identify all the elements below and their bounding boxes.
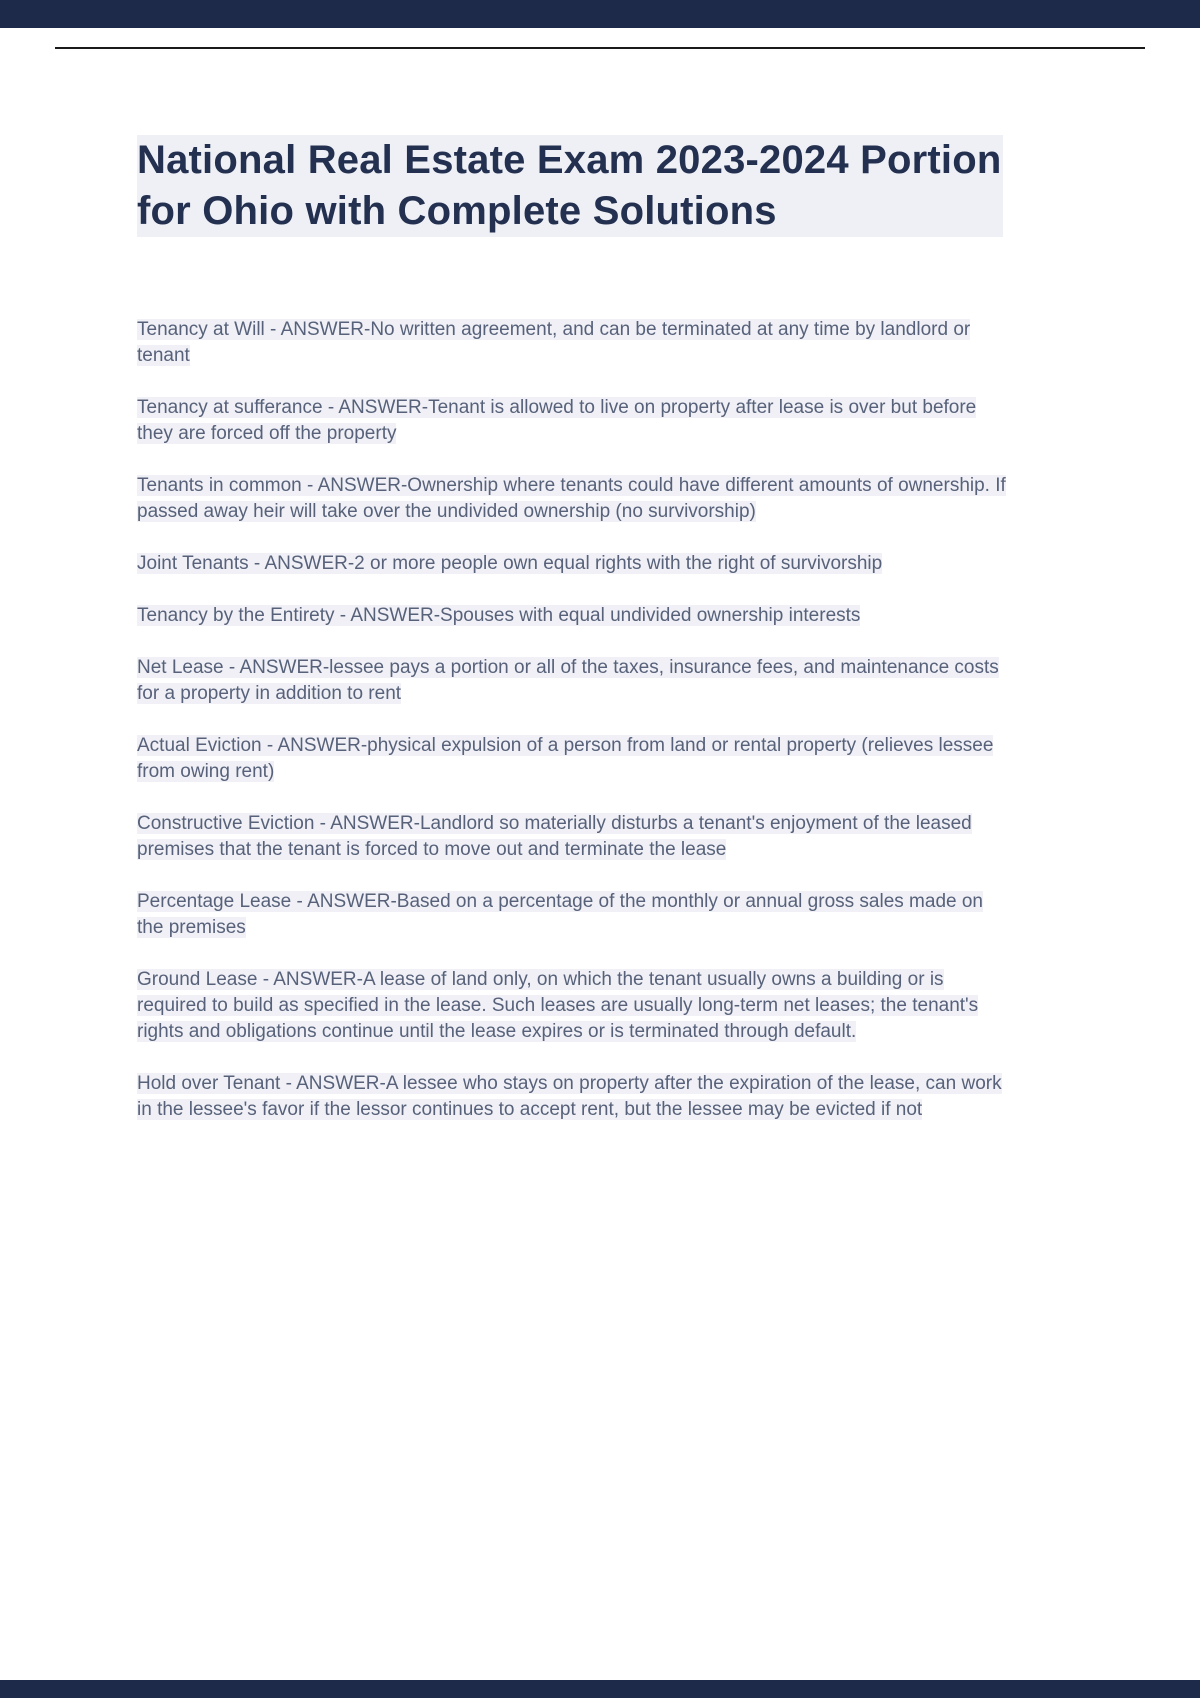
qa-item-text: Tenancy by the Entirety - ANSWER-Spouses with equal undivided ownership interests bbox=[137, 605, 861, 626]
header-rule bbox=[55, 47, 1145, 49]
qa-item-text: Joint Tenants - ANSWER-2 or more people own equal rights with the right of survivorship bbox=[137, 553, 883, 574]
qa-item-text: Constructive Eviction - ANSWER-Landlord so materially disturbs a tenant's enjoyment of the leased premises that the tenant is forced to move out and terminate the lease bbox=[137, 813, 972, 860]
document-title: National Real Estate Exam 2023-2024 Portion for Ohio with Complete Solutions bbox=[137, 135, 1003, 237]
qa-item-text: Net Lease - ANSWER-lessee pays a portion or all of the taxes, insurance fees, and maintenance costs for a property in addition to rent bbox=[137, 657, 999, 704]
qa-list bbox=[137, 317, 1012, 1123]
qa-item bbox=[137, 811, 1012, 863]
bottom-bar bbox=[0, 1680, 1200, 1698]
qa-item-text: Percentage Lease - ANSWER-Based on a percentage of the monthly or annual gross sales made on the premises bbox=[137, 891, 983, 938]
qa-item-text: Tenancy at Will - ANSWER-No written agreement, and can be terminated at any time by landlord or tenant bbox=[137, 319, 971, 366]
qa-item-text: Ground Lease - ANSWER-A lease of land only, on which the tenant usually owns a building or is required to build as specified in the lease. Such leases are usually long-term net leases; the tenant's rights and obligations continue until the lease expires or is terminated through default. bbox=[137, 969, 979, 1042]
document-content bbox=[137, 135, 1012, 1149]
qa-item bbox=[137, 603, 1012, 629]
qa-item bbox=[137, 655, 1012, 707]
qa-item bbox=[137, 395, 1012, 447]
qa-item bbox=[137, 889, 1012, 941]
qa-item bbox=[137, 473, 1012, 525]
qa-item-text: Actual Eviction - ANSWER-physical expulsion of a person from land or rental property (relieves lessee from owing rent) bbox=[137, 735, 994, 782]
qa-item-text: Tenants in common - ANSWER-Ownership where tenants could have different amounts of ownership. If passed away heir will take over the undivided ownership (no survivorship) bbox=[137, 475, 1006, 522]
qa-item bbox=[137, 551, 1012, 577]
qa-item bbox=[137, 1071, 1012, 1123]
qa-item bbox=[137, 733, 1012, 785]
qa-item-text: Hold over Tenant - ANSWER-A lessee who stays on property after the expiration of the lease, can work in the lessee's favor if the lessor continues to accept rent, but the lessee may be evicted if not bbox=[137, 1073, 1002, 1120]
qa-item-text: Tenancy at sufferance - ANSWER-Tenant is allowed to live on property after lease is over but before they are forced off the property bbox=[137, 397, 977, 444]
qa-item bbox=[137, 967, 1012, 1045]
qa-item bbox=[137, 317, 1012, 369]
top-bar bbox=[0, 0, 1200, 28]
